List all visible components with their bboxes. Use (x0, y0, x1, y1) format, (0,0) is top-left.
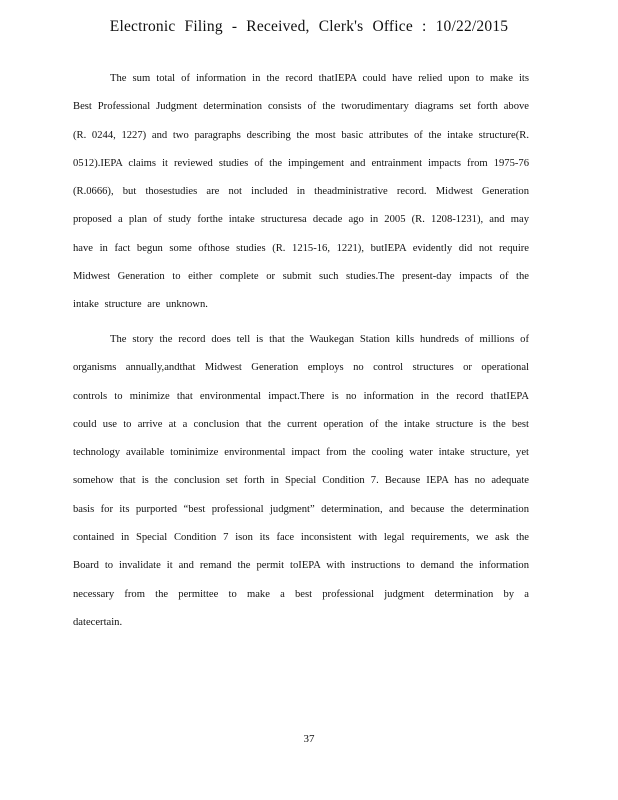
body-paragraph-2-container (73, 326, 529, 637)
filing-header: Electronic Filing - Received, Clerk's Office : 10/22/2015 (109, 18, 509, 35)
page-number: 37 (303, 733, 315, 745)
body-paragraph: The story the record does tell is that the Waukegan Station kills hundreds of millions of organisms annually,andthat Midwest Generation employs no control structures or operational controls to minimize that environmental impact.There is no information in the record thatIEPA could use to arrive at a conclusion that the current operation of the intake structure is the best technology available tominimize environmental impact from the cooling water intake structure, yet somehow that is the conclusion set forth in Special Condition 7. Because IEPA has no adequate basis for its purported “best professional judgment” determination, and because the determination contained in Special Condition 7 ison its face inconsistent with legal requirements, we ask the Board to invalidate it and remand the permit toIEPA with instructions to demand the information necessary from the permittee to make a best professional judgment determination by a datecertain. (73, 334, 529, 628)
body-paragraph-1-container (73, 65, 529, 320)
body-paragraph: The sum total of information in the record thatIEPA could have relied upon to make its Best Professional Judgment determination consists of the tworudimentary diagrams set forth above (R. 0244, 1227) and two paragraphs describing the most basic attributes of the intake structure(R. 0512).IEPA claims it reviewed studies of the impingement and entrainment impacts from 1975-76 (R.0666), but thosestudies are not included in theadministrative record. Midwest Generation proposed a plan of study forthe intake structuresa decade ago in 2005 (R. 1208-1231), and may have in fact begun some ofthose studies (R. 1215-16, 1221), butIEPA evidently did not require Midwest Generation to either complete or submit such studies.The present-day impacts of the intake structure are unknown. (73, 73, 529, 311)
